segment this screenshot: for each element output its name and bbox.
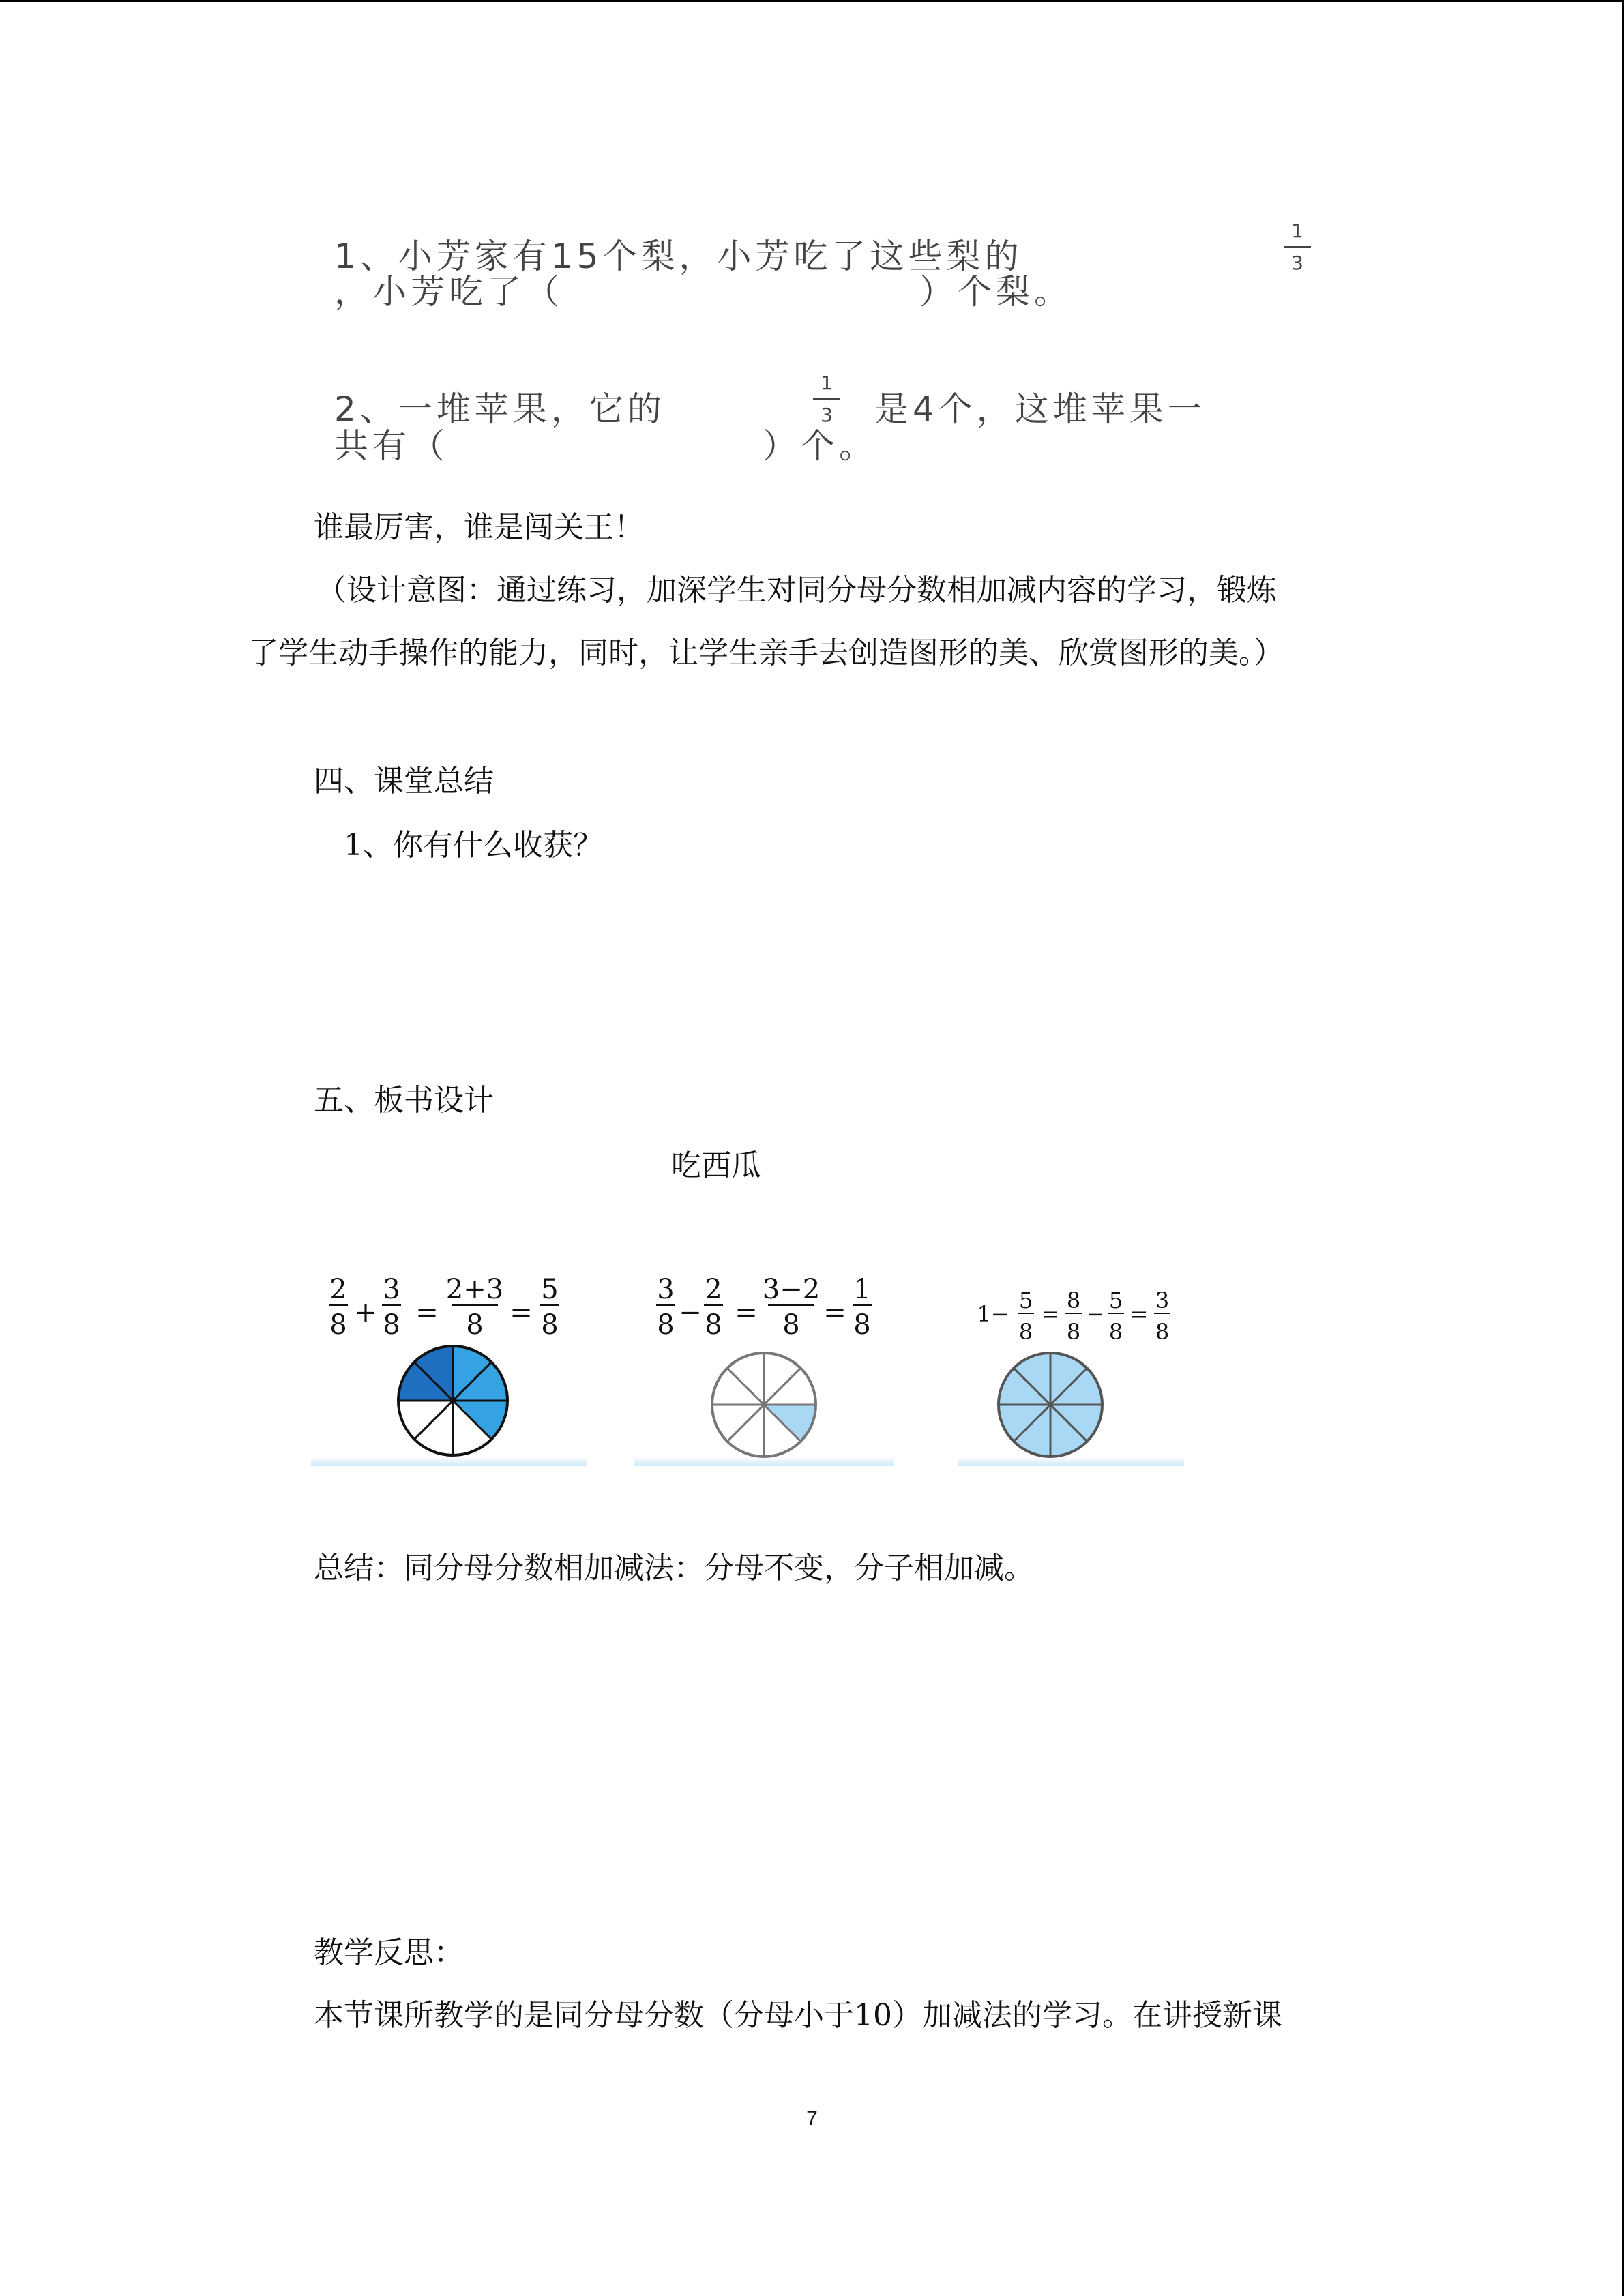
- board-figure-subtraction: [634, 1266, 894, 1470]
- svg-text:8: 8: [383, 1309, 400, 1341]
- design-intent-line1: （设计意图：通过练习，加深学生对同分母分数相加减内容的学习，锻炼: [316, 573, 1277, 608]
- svg-text:8: 8: [1018, 1319, 1033, 1345]
- board-figure-addition: [311, 1266, 587, 1470]
- section-4-question: 1、你有什么收获？: [344, 828, 603, 863]
- exercise-2-line2-a: 共有（: [334, 426, 449, 466]
- reflection-text: 本节课所教学的是同分母分数（分母小于10）加减法的学习。在讲授新课: [314, 1998, 1282, 2033]
- svg-text:=: =: [510, 1297, 533, 1328]
- exercise-2-line1-a: 2、一堆苹果，它的: [334, 389, 666, 429]
- svg-text:8: 8: [466, 1309, 484, 1341]
- figure-base: [958, 1457, 1184, 1466]
- svg-text:−: −: [679, 1297, 702, 1328]
- svg-text:=: =: [1130, 1301, 1149, 1327]
- svg-text:=: =: [1041, 1301, 1060, 1327]
- svg-text:8: 8: [1155, 1319, 1170, 1345]
- figure-base: [634, 1457, 894, 1466]
- svg-text:1−: 1−: [977, 1301, 1009, 1327]
- eq-den: 8: [329, 1309, 347, 1341]
- fraction-denominator: 3: [821, 404, 833, 426]
- watermelon-pie-addition: [398, 1346, 507, 1455]
- challenge-text: 谁最厉害，谁是闯关王！: [314, 510, 644, 545]
- svg-text:2: 2: [705, 1274, 722, 1305]
- exercise-2-fraction: [813, 372, 840, 426]
- exercise-1-line2-b: ）个梨。: [919, 272, 1072, 312]
- exercise-1-line2-a: ，小芳吃了（: [334, 272, 563, 312]
- svg-text:=: =: [735, 1297, 758, 1328]
- fraction-numerator: 1: [821, 372, 833, 394]
- svg-text:8: 8: [705, 1309, 722, 1341]
- svg-text:8: 8: [853, 1309, 871, 1341]
- svg-text:5: 5: [1018, 1287, 1033, 1313]
- page-number: 7: [806, 2107, 818, 2130]
- watermelon-pie-subtraction: [712, 1353, 816, 1457]
- fraction-bar: [813, 398, 840, 400]
- svg-text:+: +: [354, 1297, 377, 1328]
- svg-text:2+3: 2+3: [445, 1274, 504, 1305]
- section-5-title: 五、板书设计: [314, 1083, 494, 1118]
- page-top-border: [0, 0, 1624, 2]
- svg-text:8: 8: [782, 1309, 800, 1341]
- reflection-title: 教学反思：: [314, 1935, 464, 1970]
- svg-text:3: 3: [383, 1274, 400, 1305]
- svg-text:3−2: 3−2: [762, 1274, 821, 1305]
- exercise-2-line1-b: 是4个，这堆苹果一: [874, 389, 1206, 429]
- design-intent-line2: 了学生动手操作的能力，同时，让学生亲手去创造图形的美、欣赏图形的美。）: [248, 636, 1284, 670]
- svg-text:5: 5: [1108, 1287, 1123, 1313]
- section-4-title: 四、课堂总结: [314, 764, 494, 799]
- svg-text:3: 3: [657, 1274, 675, 1305]
- fraction-denominator: 3: [1291, 252, 1303, 274]
- svg-text:−: −: [1086, 1301, 1105, 1327]
- svg-text:5: 5: [541, 1274, 559, 1305]
- svg-text:8: 8: [541, 1309, 559, 1341]
- summary-text: 总结：同分母分数相加减法：分母不变，分子相加减。: [314, 1551, 1034, 1585]
- svg-text:1: 1: [853, 1274, 871, 1305]
- svg-text:=: =: [415, 1297, 439, 1328]
- svg-text:8: 8: [1066, 1319, 1081, 1345]
- exercise-1-line1: 1、小芳家有15个梨，小芳吃了这些梨的: [334, 237, 1023, 276]
- svg-text:=: =: [823, 1297, 846, 1328]
- svg-text:3: 3: [1155, 1287, 1170, 1313]
- one-minus-illustration: [958, 1266, 1184, 1470]
- subtraction-illustration: [634, 1266, 894, 1470]
- fraction-bar: [1284, 246, 1311, 248]
- addition-illustration: [311, 1266, 587, 1470]
- eq-num: 2: [329, 1274, 347, 1305]
- svg-text:8: 8: [657, 1309, 675, 1341]
- figure-base: [311, 1457, 587, 1466]
- board-title: 吃西瓜: [671, 1148, 761, 1183]
- exercise-1-fraction: [1284, 220, 1311, 274]
- svg-text:8: 8: [1066, 1287, 1081, 1313]
- exercise-2-line2-b: ）个。: [763, 426, 877, 466]
- fraction-numerator: 1: [1291, 220, 1303, 242]
- board-figure-one-minus: [958, 1266, 1184, 1470]
- watermelon-pie-one-minus: [999, 1353, 1102, 1457]
- svg-text:8: 8: [1108, 1319, 1123, 1345]
